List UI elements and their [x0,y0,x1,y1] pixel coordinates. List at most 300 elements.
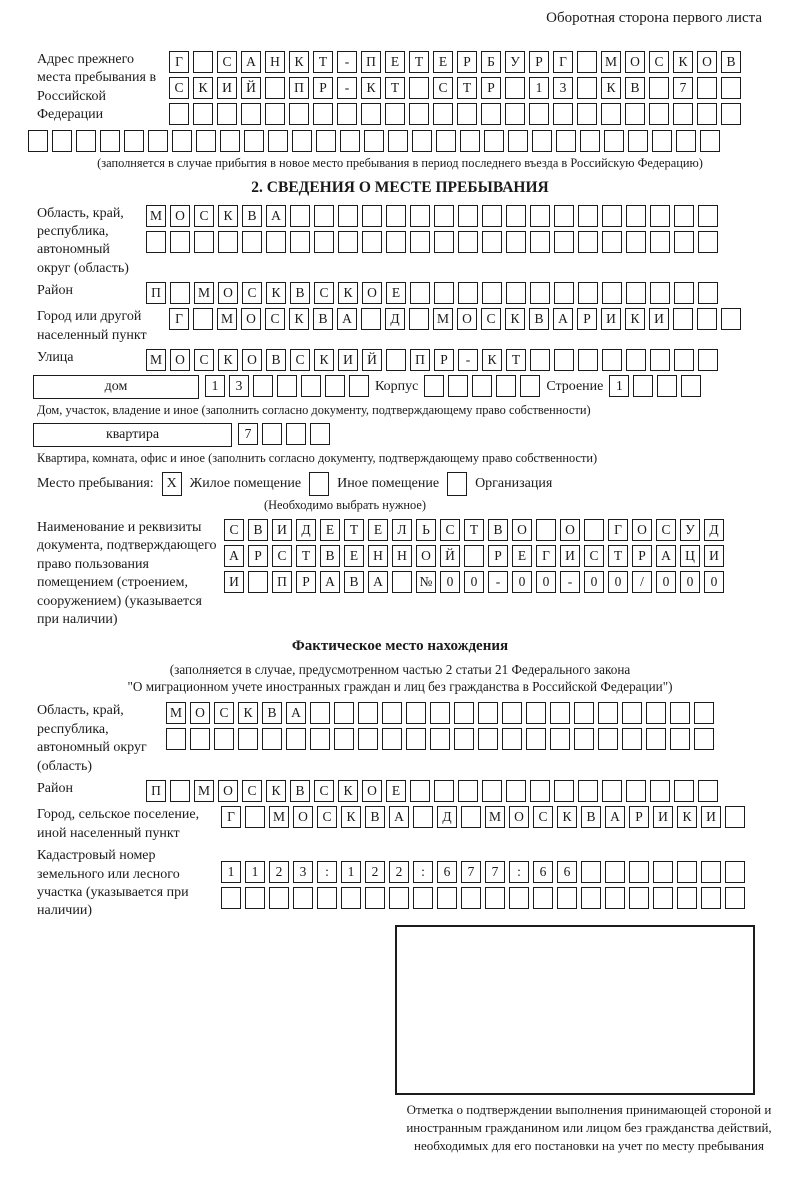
char-cell: К [505,308,525,330]
char-cell [241,103,261,125]
char-cell: С [433,77,453,99]
char-cell [602,780,622,802]
char-cell [605,887,625,909]
char-cell [605,861,625,883]
cadastral-cells [221,861,745,909]
char-cell [626,282,646,304]
char-cell: М [601,51,621,73]
char-cell: Р [577,308,597,330]
char-cell [76,130,96,152]
char-cell [725,861,745,883]
char-cell: С [314,282,334,304]
city-row [169,308,741,330]
char-cell [649,77,669,99]
char-cell [290,231,310,253]
apartment-cells [238,423,330,445]
char-cell [698,282,718,304]
char-cell [221,887,241,909]
char-cell [100,130,120,152]
char-cell [166,728,186,750]
char-cell: С [242,780,262,802]
char-cell [482,780,502,802]
char-cell [482,282,502,304]
char-cell: Г [608,519,628,541]
char-cell: О [632,519,652,541]
char-cell: Д [437,806,457,828]
actual-district-row [146,780,718,802]
char-cell: С [584,545,604,567]
char-cell: 0 [440,571,460,593]
char-cell [52,130,72,152]
char-cell [725,806,745,828]
char-cell: - [560,571,580,593]
char-cell [410,282,430,304]
char-cell: Р [529,51,549,73]
char-cell [502,702,522,724]
char-cell: Н [265,51,285,73]
char-cell [214,728,234,750]
char-cell [349,375,369,397]
char-cell [484,130,504,152]
char-cell: Й [362,349,382,371]
char-cell [626,231,646,253]
char-cell: И [217,77,237,99]
char-cell [448,375,468,397]
cadastral-block [28,847,772,921]
stay-type-note: (Необходимо выбрать нужное) [263,498,427,513]
char-cell [286,728,306,750]
char-cell: 7 [485,861,505,883]
prev-address-row-4 [28,130,772,152]
char-cell [701,861,721,883]
char-cell [625,103,645,125]
char-cell [698,205,718,227]
char-cell [532,130,552,152]
char-cell: О [509,806,529,828]
stay-organization-checkbox [447,472,467,496]
char-cell [454,728,474,750]
char-cell [265,77,285,99]
char-cell [253,375,273,397]
char-cell: Г [169,51,189,73]
char-cell: С [242,282,262,304]
char-cell [290,205,310,227]
char-cell: В [365,806,385,828]
char-cell: 3 [293,861,313,883]
char-cell [410,205,430,227]
char-cell: И [701,806,721,828]
char-cell [410,231,430,253]
char-cell [721,77,741,99]
char-cell [190,728,210,750]
char-cell: М [146,205,166,227]
char-cell: В [290,282,310,304]
char-cell [681,375,701,397]
char-cell [550,702,570,724]
char-cell [520,375,540,397]
char-cell [301,375,321,397]
char-cell [434,282,454,304]
char-cell: И [653,806,673,828]
char-cell: 6 [437,861,457,883]
char-cell: Е [385,51,405,73]
document-block [28,519,772,630]
char-cell [628,130,648,152]
stay-residential-label: Жилое помещение [189,476,302,492]
char-cell [293,887,313,909]
char-cell [361,103,381,125]
char-cell [581,887,601,909]
char-cell: Р [296,571,316,593]
char-cell: С [481,308,501,330]
char-cell [458,205,478,227]
char-cell: М [194,780,214,802]
char-cell: К [266,780,286,802]
char-cell: Д [296,519,316,541]
char-cell [382,702,402,724]
char-cell [697,77,717,99]
char-cell: Т [296,545,316,567]
char-cell: К [625,308,645,330]
char-cell: М [485,806,505,828]
actual-region-label: Область, край, республика, автономный округ (область) [37,703,147,774]
char-cell [677,861,697,883]
char-cell [529,103,549,125]
char-cell: В [248,519,268,541]
document-row-1 [224,519,724,541]
char-cell: О [190,702,210,724]
char-cell: М [194,282,214,304]
char-cell [604,130,624,152]
char-cell: С [533,806,553,828]
char-cell: М [433,308,453,330]
region-label: Область, край, республика, автономный округ (область) [37,205,129,276]
char-cell [670,728,690,750]
document-label: Наименование и реквизиты документа, подтверждающего право пользования помещением (строением, сооружением) (указывается при наличии) [37,519,217,628]
char-cell [530,349,550,371]
char-cell [385,103,405,125]
actual-location-note-2: "О миграционном учете иностранных граждан и лиц без гражданства в Российской Федерации") [127,679,673,695]
char-cell [694,728,714,750]
char-cell [577,51,597,73]
char-cell: С [169,77,189,99]
house-number-cells [205,375,369,397]
char-cell: Е [344,545,364,567]
char-cell: В [721,51,741,73]
char-cell: П [146,780,166,802]
char-cell: Р [481,77,501,99]
char-cell [650,205,670,227]
char-cell [392,571,412,593]
char-cell: Р [457,51,477,73]
char-cell [170,231,190,253]
char-cell [577,77,597,99]
char-cell [553,103,573,125]
char-cell: 2 [365,861,385,883]
char-cell: 0 [704,571,724,593]
char-cell [458,231,478,253]
char-cell [649,103,669,125]
stay-other-premises-label: Иное помещение [337,476,440,492]
char-cell [554,780,574,802]
char-cell [454,702,474,724]
char-cell: Г [169,308,189,330]
char-cell: А [224,545,244,567]
char-cell [578,780,598,802]
actual-city-block [28,806,772,843]
char-cell [433,103,453,125]
street-row [146,349,718,371]
char-cell [172,130,192,152]
confirmation-stamp-box [395,925,755,1095]
char-cell: К [338,780,358,802]
char-cell [602,205,622,227]
char-cell: И [338,349,358,371]
char-cell: К [341,806,361,828]
char-cell: Г [553,51,573,73]
char-cell [245,806,265,828]
char-cell [626,780,646,802]
char-cell [434,780,454,802]
char-cell [461,887,481,909]
char-cell: К [601,77,621,99]
char-cell: М [269,806,289,828]
char-cell: А [605,806,625,828]
char-cell [436,130,456,152]
char-cell: С [265,308,285,330]
char-cell [526,702,546,724]
char-cell [633,375,653,397]
region-row-1 [146,205,718,227]
char-cell [598,728,618,750]
char-cell [193,308,213,330]
char-cell [526,728,546,750]
char-cell: А [553,308,573,330]
char-cell [508,130,528,152]
char-cell [626,349,646,371]
char-cell: : [317,861,337,883]
apartment-box-label: квартира [33,423,232,447]
char-cell: Д [385,308,405,330]
char-cell: В [313,308,333,330]
char-cell: 1 [245,861,265,883]
char-cell [581,861,601,883]
char-cell [578,282,598,304]
char-cell [386,349,406,371]
char-cell [496,375,516,397]
char-cell: С [272,545,292,567]
char-cell [505,77,525,99]
char-cell [409,103,429,125]
char-cell [434,205,454,227]
char-cell [242,231,262,253]
char-cell: 7 [461,861,481,883]
char-cell: П [410,349,430,371]
char-cell: 1 [529,77,549,99]
char-cell: К [266,282,286,304]
char-cell: К [218,205,238,227]
char-cell: Е [320,519,340,541]
char-cell: О [241,308,261,330]
char-cell: О [170,205,190,227]
char-cell [670,702,690,724]
char-cell: Е [433,51,453,73]
char-cell [698,780,718,802]
char-cell [148,130,168,152]
char-cell: Т [464,519,484,541]
char-cell [196,130,216,152]
char-cell [317,887,337,909]
char-cell [674,780,694,802]
char-cell: И [649,308,669,330]
char-cell [193,51,213,73]
char-cell: П [272,571,292,593]
city-block [28,308,772,345]
char-cell [220,130,240,152]
stroenie-label: Строение [546,379,604,395]
char-cell [533,887,553,909]
char-cell: К [289,308,309,330]
district-label: Район [37,283,73,299]
char-cell: О [242,349,262,371]
char-cell: У [505,51,525,73]
char-cell [657,375,677,397]
char-cell [286,423,306,445]
char-cell: О [218,282,238,304]
char-cell [382,728,402,750]
char-cell: С [224,519,244,541]
char-cell: А [266,205,286,227]
char-cell: О [625,51,645,73]
char-cell [725,887,745,909]
actual-district-label: Район [37,781,73,797]
char-cell: С [440,519,460,541]
char-cell [485,887,505,909]
actual-region-row-1 [166,702,714,724]
apartment-block [28,423,772,447]
char-cell [325,375,345,397]
char-cell [506,231,526,253]
char-cell: Е [386,282,406,304]
char-cell [409,77,429,99]
char-cell [424,375,444,397]
char-cell [358,728,378,750]
korpus-cells [424,375,540,397]
char-cell: Н [392,545,412,567]
char-cell [340,130,360,152]
char-cell: С [317,806,337,828]
char-cell [406,728,426,750]
char-cell: 1 [205,375,225,397]
stroenie-cells [609,375,701,397]
confirmation-caption: Отметка о подтверждении выполнения принимающей стороной и иностранным гражданином или лицом без гражданства действий, необходимых для его постановки на учет по месту пребывания [406,1101,772,1153]
char-cell: 2 [389,861,409,883]
char-cell [602,282,622,304]
char-cell [481,103,501,125]
char-cell: С [649,51,669,73]
char-cell [413,806,433,828]
stay-residential-checkbox: X [162,472,182,496]
char-cell [194,231,214,253]
char-cell: И [224,571,244,593]
char-cell: О [560,519,580,541]
char-cell [358,702,378,724]
city-label: Город или другой населенный пункт [37,309,147,343]
char-cell: 7 [238,423,258,445]
char-cell [410,780,430,802]
char-cell [316,130,336,152]
char-cell [697,308,717,330]
char-cell [458,780,478,802]
char-cell [554,349,574,371]
char-cell [461,806,481,828]
char-cell [554,282,574,304]
char-cell: И [601,308,621,330]
char-cell: Р [313,77,333,99]
char-cell: А [337,308,357,330]
char-cell [509,887,529,909]
char-cell [265,103,285,125]
actual-city-label: Город, сельское поселение, иной населенный пункт [37,807,200,841]
char-cell [574,728,594,750]
char-cell: А [389,806,409,828]
house-box-label: дом [33,375,199,399]
char-cell: Т [344,519,364,541]
stay-type-block [37,472,772,496]
char-cell [602,231,622,253]
char-cell: О [457,308,477,330]
page-corner-title: Оборотная сторона первого листа [546,10,762,26]
char-cell [580,130,600,152]
cadastral-row-2 [221,887,745,909]
char-cell: К [673,51,693,73]
char-cell: В [488,519,508,541]
char-cell [674,231,694,253]
char-cell [700,130,720,152]
char-cell [629,887,649,909]
char-cell: К [314,349,334,371]
char-cell: 0 [512,571,532,593]
char-cell: Е [512,545,532,567]
char-cell: О [362,780,382,802]
char-cell [622,728,642,750]
char-cell: Й [241,77,261,99]
stay-organization-label: Организация [475,476,553,492]
char-cell [361,308,381,330]
char-cell: В [290,780,310,802]
char-cell [409,308,429,330]
char-cell [430,728,450,750]
char-cell: 1 [221,861,241,883]
char-cell [193,103,213,125]
char-cell [245,887,265,909]
char-cell: Г [536,545,556,567]
char-cell [478,702,498,724]
char-cell [557,887,577,909]
char-cell: В [242,205,262,227]
char-cell [388,130,408,152]
char-cell [310,702,330,724]
char-cell: 3 [229,375,249,397]
char-cell [244,130,264,152]
char-cell [146,231,166,253]
char-cell: Ц [680,545,700,567]
char-cell [170,282,190,304]
char-cell: О [416,545,436,567]
char-cell: О [512,519,532,541]
char-cell [602,349,622,371]
char-cell: К [289,51,309,73]
